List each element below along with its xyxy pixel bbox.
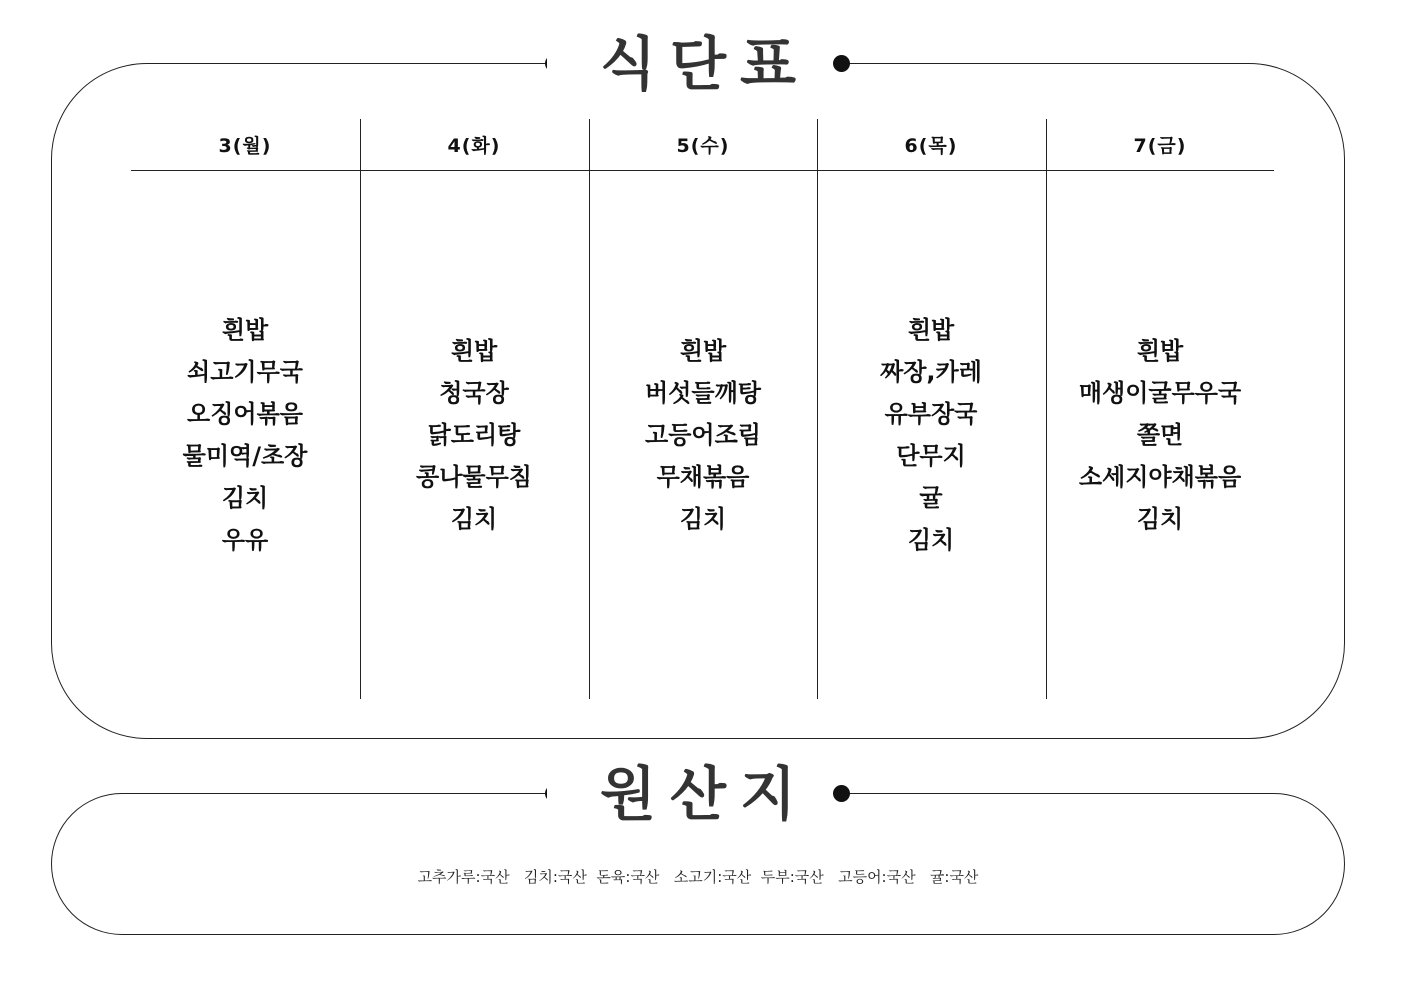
menu-item: 물미역/초장: [182, 441, 308, 470]
title-right-dot: [833, 785, 850, 802]
menu-item: 김치: [1136, 504, 1184, 533]
menu-item: 흰밥: [450, 336, 498, 365]
menu-item: 김치: [907, 525, 955, 554]
day-column-mon: [131, 119, 359, 699]
menu-title-wrap: [547, 22, 849, 106]
menu-item: 쫄면: [1136, 420, 1184, 449]
menu-item: 청국장: [439, 378, 509, 407]
day-header: 5(수): [676, 135, 730, 157]
day-menu-list: [817, 170, 1045, 699]
menu-item: 김치: [450, 504, 498, 533]
day-header: 3(월): [218, 135, 272, 157]
menu-item: 고등어조림: [645, 420, 761, 449]
menu-item: 콩나물무침: [416, 462, 532, 491]
menu-item: 짜장,카레: [880, 357, 982, 386]
origin-title-wrap: [547, 752, 849, 836]
menu-item: 흰밥: [1136, 336, 1184, 365]
menu-item: 무채볶음: [656, 462, 750, 491]
menu-item: 흰밥: [907, 315, 955, 344]
menu-item: 단무지: [896, 441, 966, 470]
day-header: 4(화): [447, 135, 501, 157]
title-right-dot: [833, 55, 850, 72]
menu-item: 소세지야채볶음: [1078, 462, 1242, 491]
origin-list-text: 고추가루:국산 김치:국산 돈육:국산 소고기:국산 두부:국산 고등어:국산 귤:국산: [417, 868, 979, 886]
menu-item: 매생이굴무우국: [1078, 378, 1242, 407]
day-column-thu: [817, 119, 1045, 699]
menu-item: 오징어볶음: [187, 399, 303, 428]
day-header: 7(금): [1133, 135, 1187, 157]
menu-item: 유부장국: [884, 399, 978, 428]
day-column-tue: [360, 119, 588, 699]
day-column-fri: [1046, 119, 1274, 699]
menu-item: 귤: [919, 483, 943, 512]
day-menu-list: [131, 170, 359, 699]
menu-item: 쇠고기무국: [187, 357, 303, 386]
origin-title: 원산지: [599, 760, 811, 828]
menu-item: 김치: [221, 483, 269, 512]
menu-item: 흰밥: [221, 315, 269, 344]
day-menu-list: [360, 170, 588, 699]
day-menu-list: [1046, 170, 1274, 699]
menu-item: 흰밥: [679, 336, 727, 365]
menu-item: 버섯들깨탕: [645, 378, 761, 407]
menu-item: 닭도리탕: [427, 420, 521, 449]
day-header: 6(목): [904, 135, 958, 157]
menu-title: 식단표: [599, 30, 811, 98]
day-menu-list: [589, 170, 817, 699]
menu-item: 김치: [679, 504, 727, 533]
menu-item: 우유: [221, 525, 269, 554]
day-column-wed: [589, 119, 817, 699]
